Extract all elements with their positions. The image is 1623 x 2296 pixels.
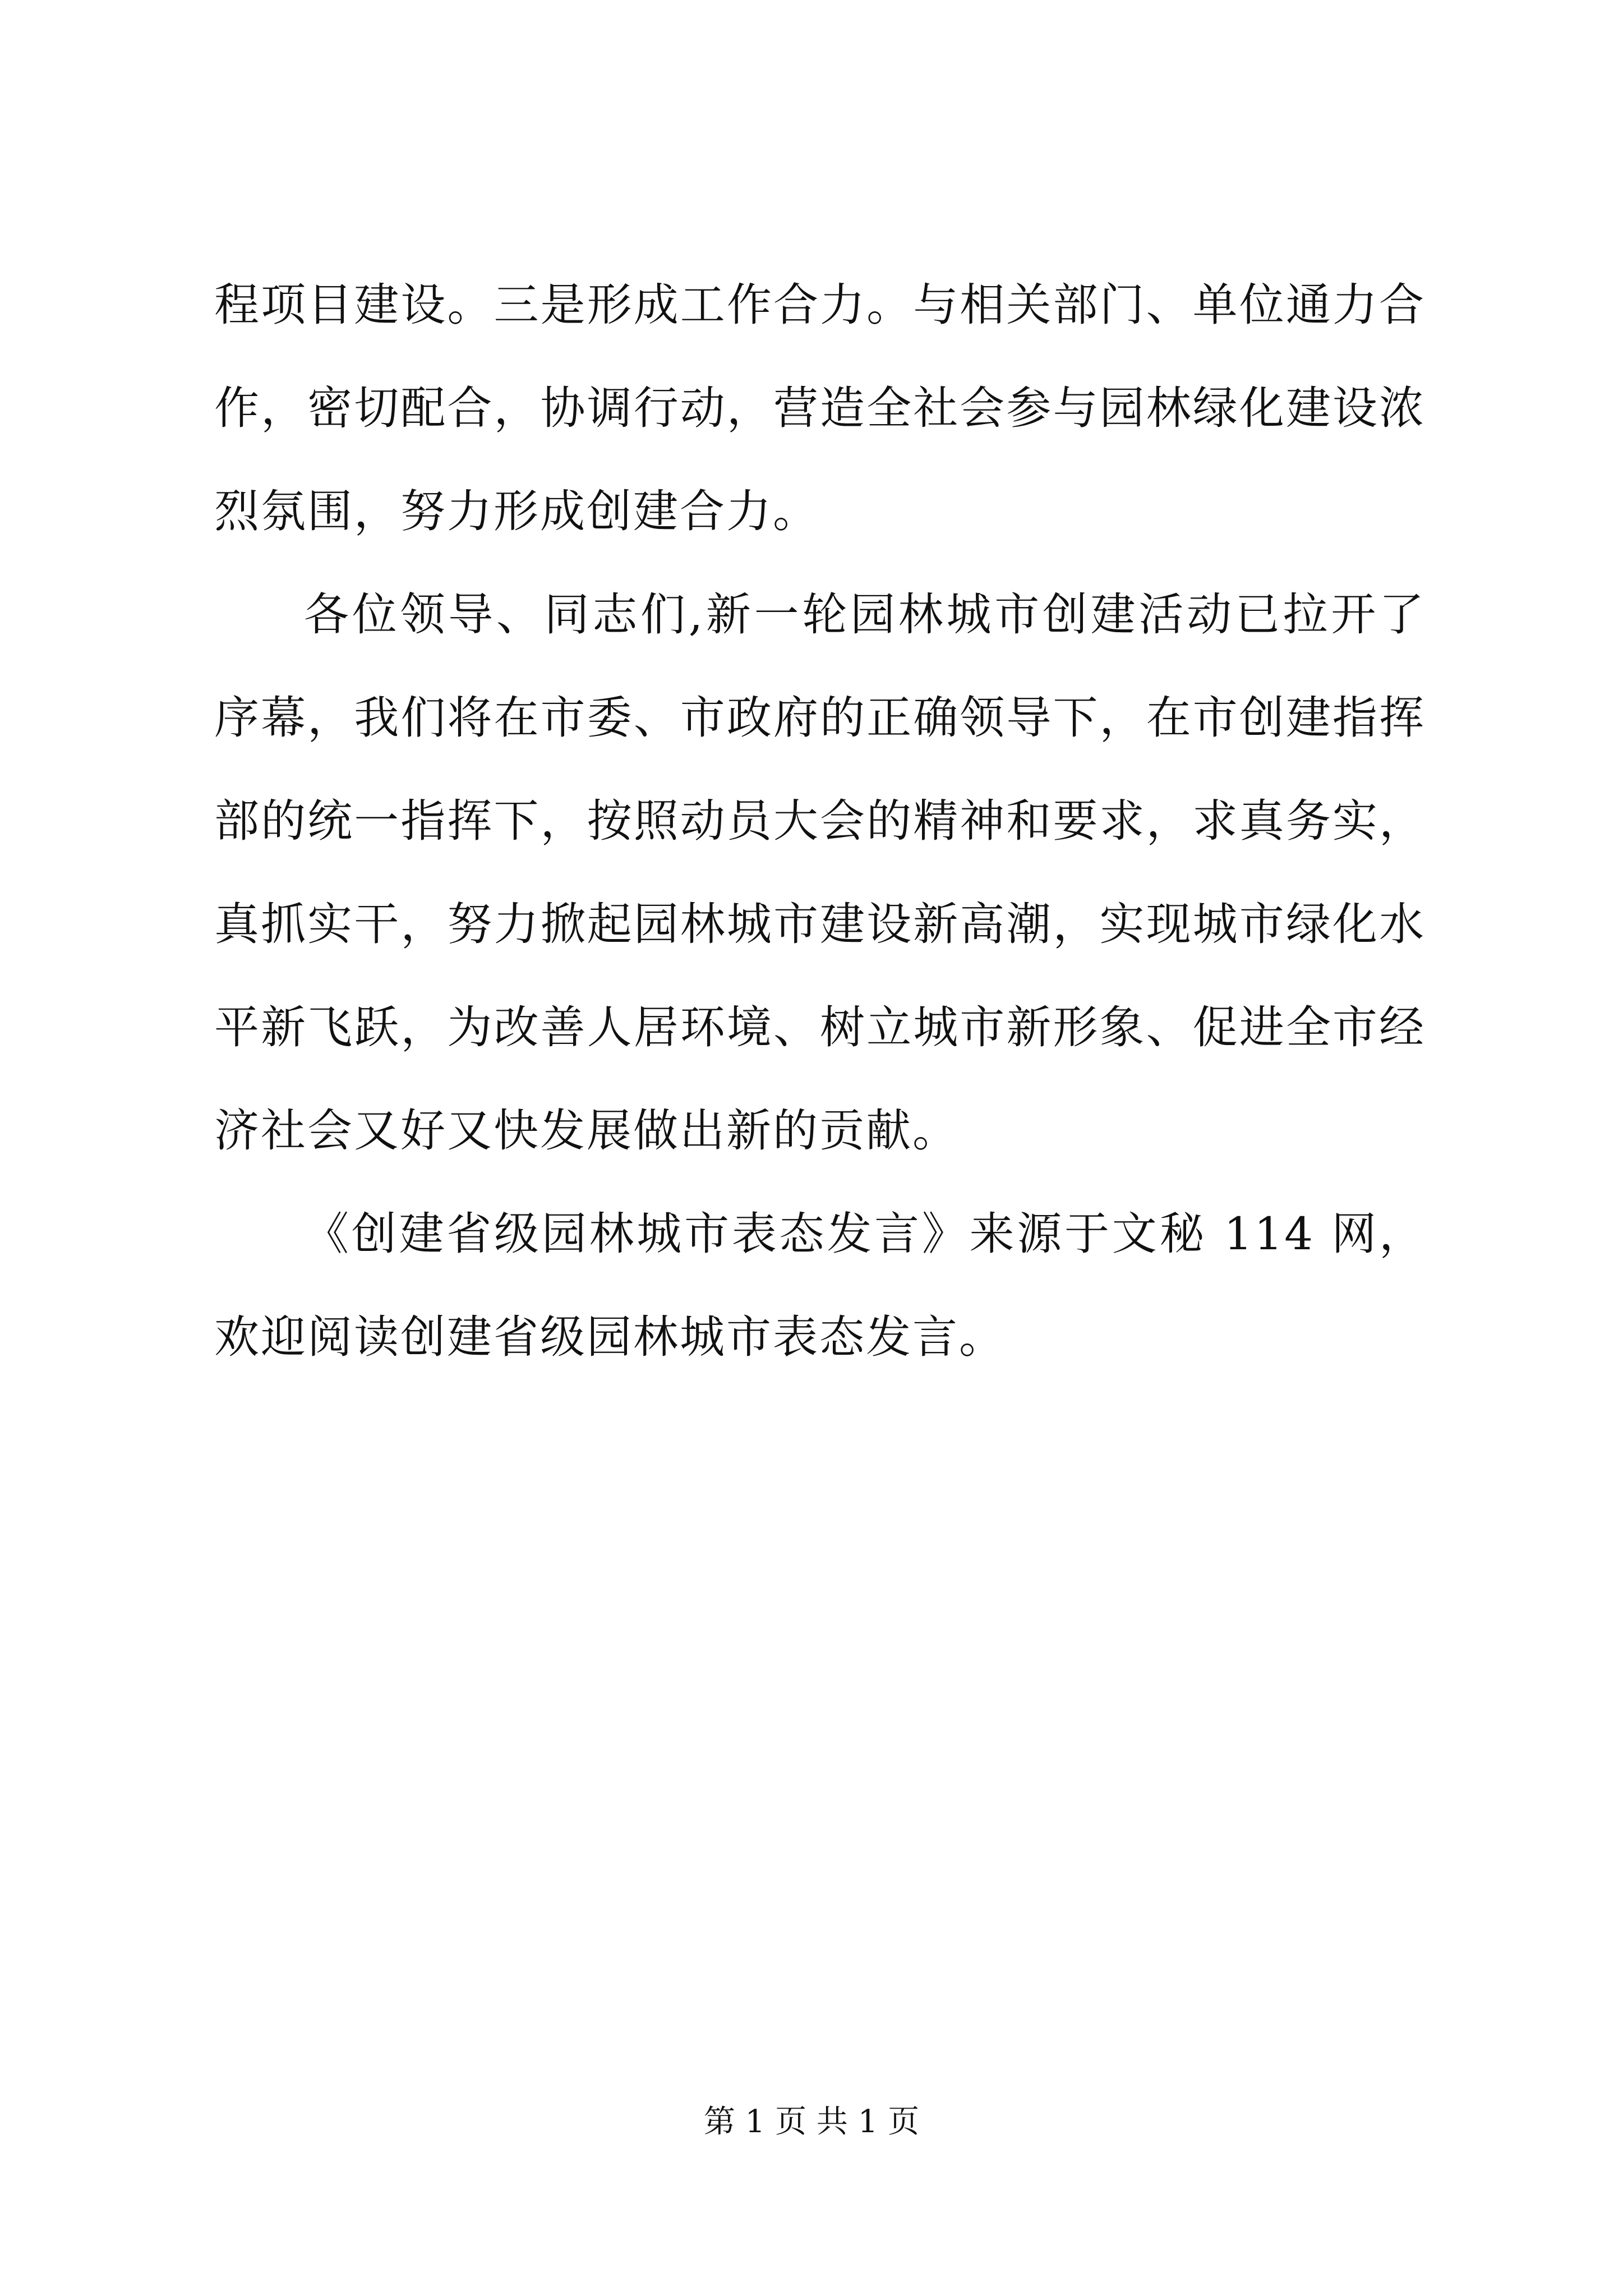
page-number-footer: 第 1 页 共 1 页 [703,2104,920,2140]
paragraph-source-note: 《创建省级园林城市表态发言》来源于文秘 114 网，欢迎阅读创建省级园林城市表态发言。 [214,1208,1426,1363]
paragraph-closing-remarks: 各位领导、同志们,新一轮园林城市创建活动已拉开了序幕，我们将在市委、市政府的正确领导下，在市创建指挥部的统一指挥下，按照动员大会的精神和要求，求真务实，真抓实干，努力掀起园林城市建设新高潮，实现城市绿化水平新飞跃，为改善人居环境、树立城市新形象、促进全市经济社会又好又快发展做出新的贡献。 [214,588,1426,1157]
document-body [214,254,1426,1389]
paragraph-continuation: 程项目建设。三是形成工作合力。与相关部门、单位通力合作，密切配合，协调行动，营造全社会参与园林绿化建设浓烈氛围，努力形成创建合力。 [214,279,1426,537]
